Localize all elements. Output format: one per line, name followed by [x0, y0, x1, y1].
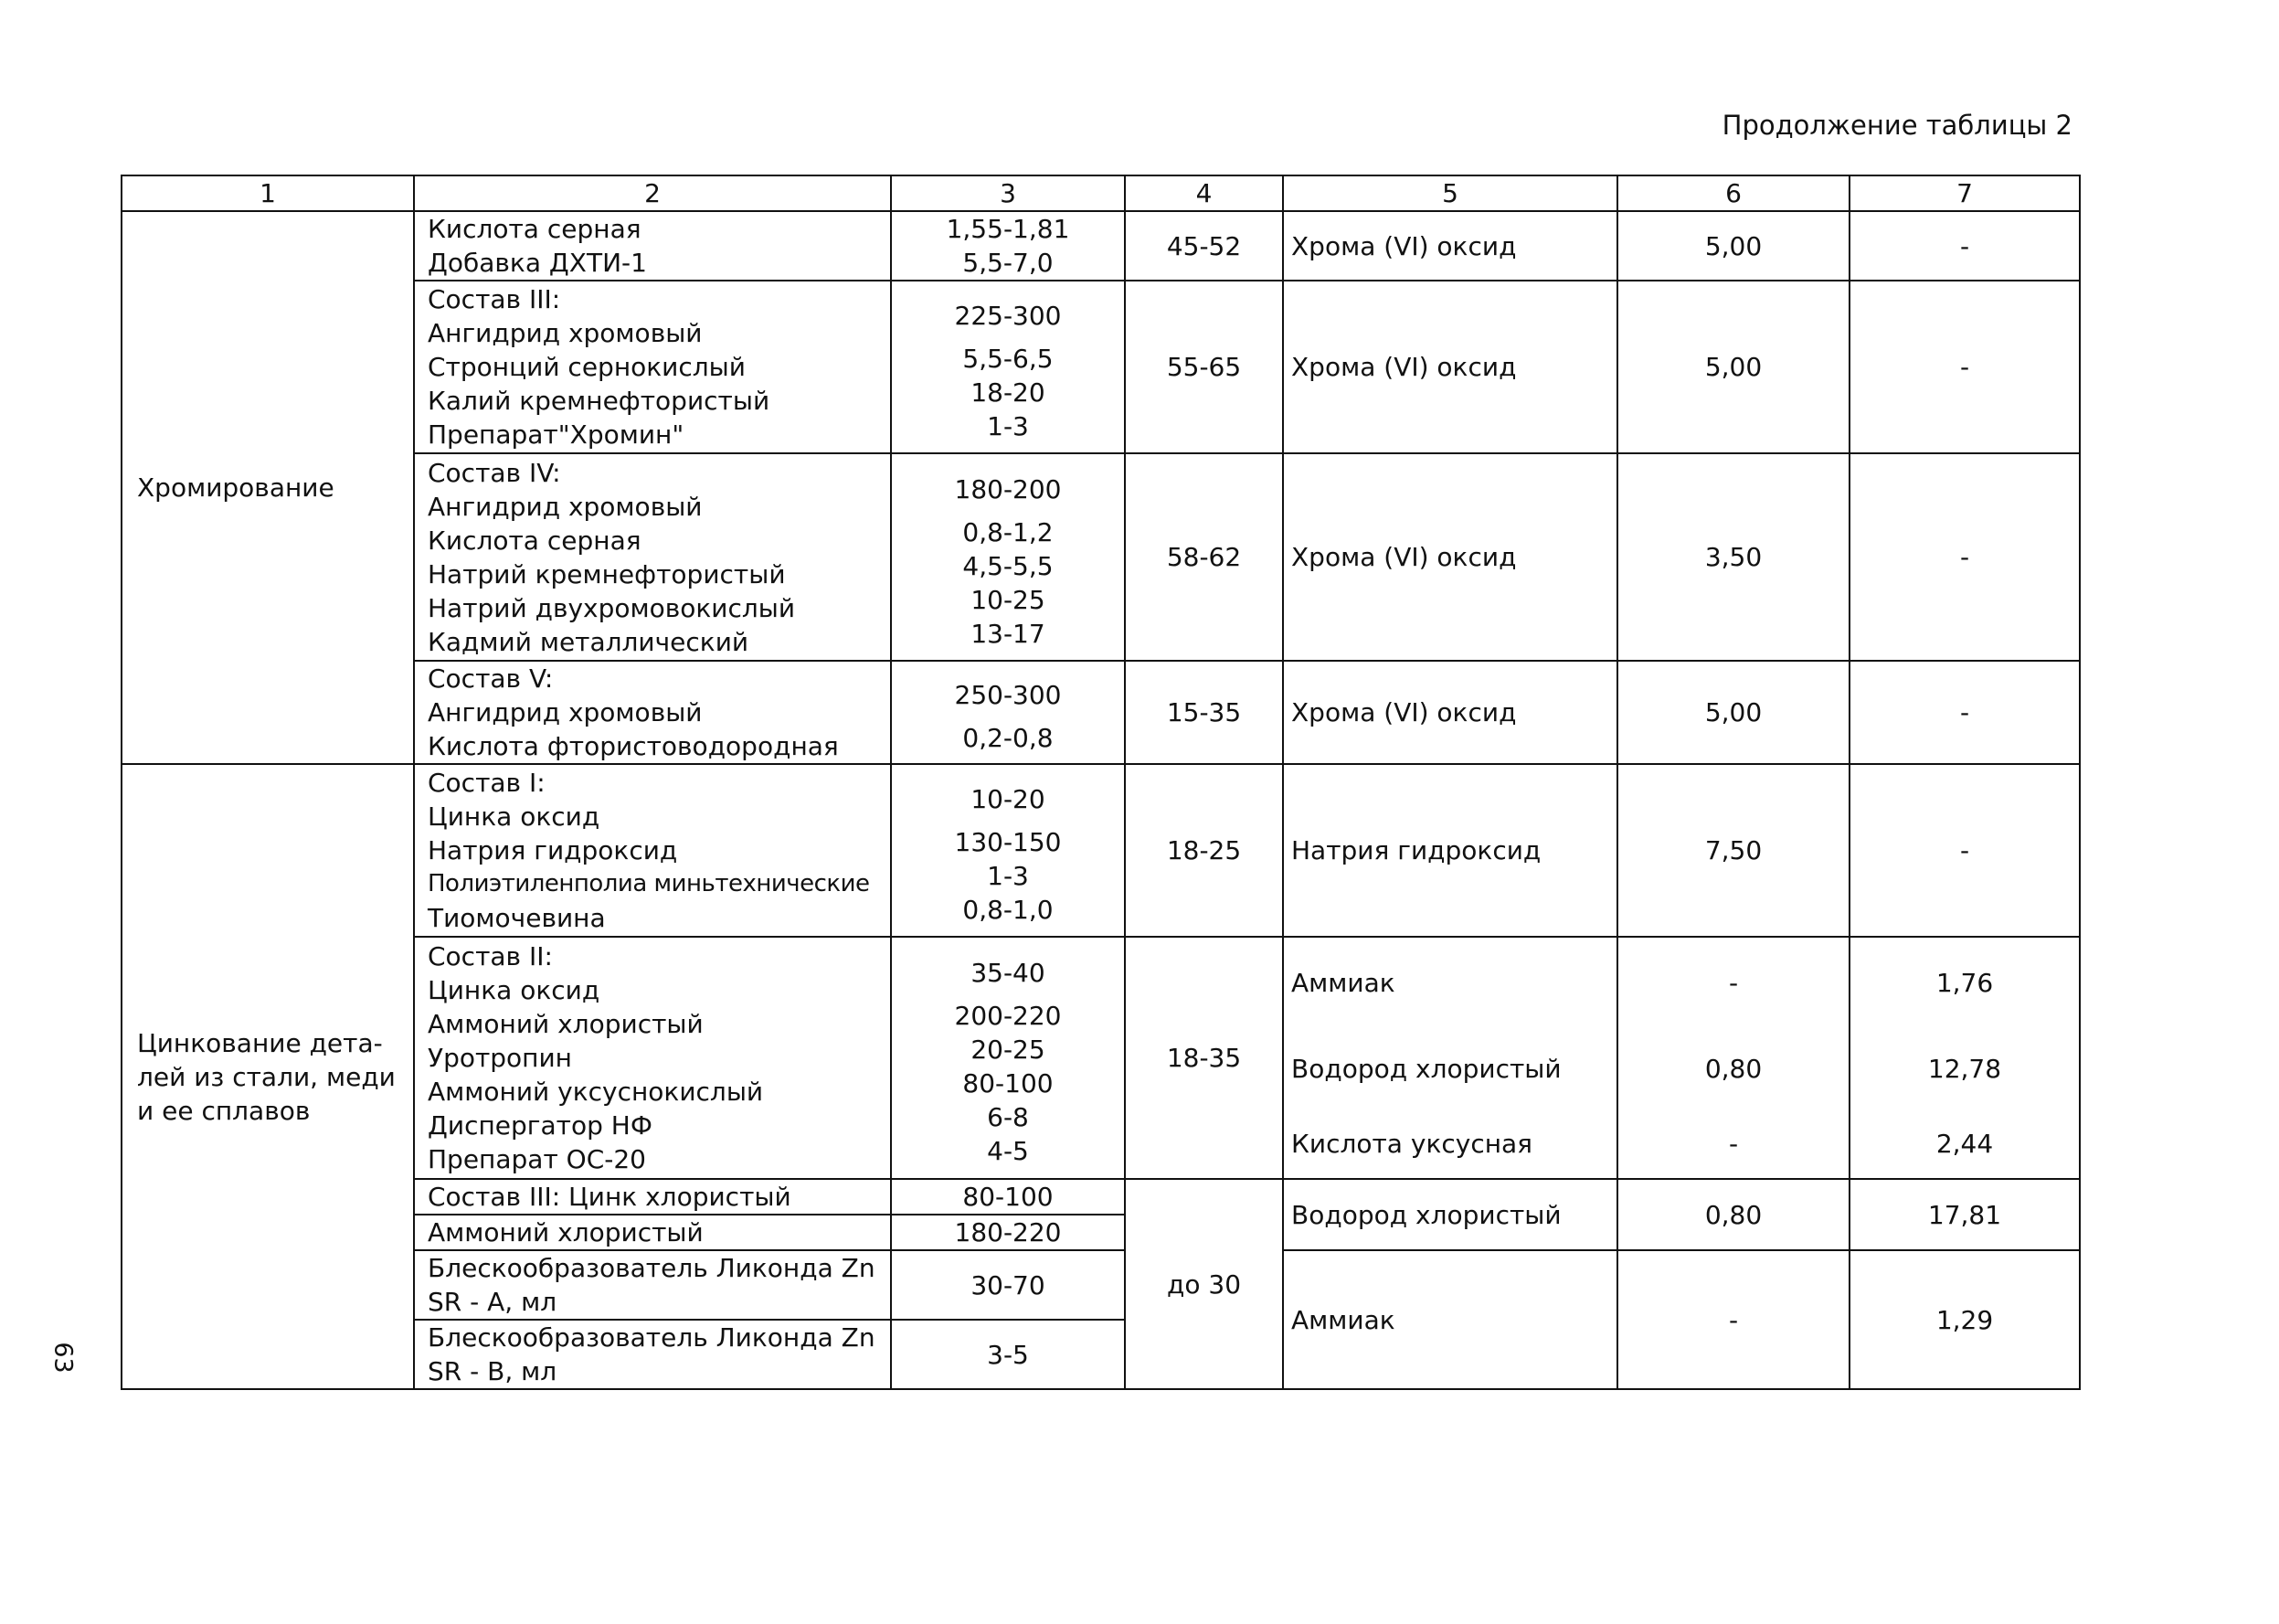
process-zinc-plating: [122, 764, 414, 1389]
component-name: Кадмий металлический: [428, 626, 749, 657]
table-row: [122, 1250, 2080, 1320]
col-header: 2: [414, 175, 891, 211]
emission-value: 2,44: [1935, 1128, 1994, 1159]
concentration-value: 5,5-6,5: [962, 344, 1054, 374]
value-col7: 17,81: [1850, 1179, 2080, 1250]
emission-value: -: [1728, 967, 1739, 998]
temperature-cell: 55-65: [1125, 281, 1283, 453]
concentration-value: 1,55-1,81: [946, 214, 1070, 244]
table-row: [122, 661, 2080, 764]
composition-title: Состав II:: [428, 941, 553, 971]
process-chroming: [122, 211, 414, 764]
composition-cell: [414, 661, 891, 764]
temperature-cell: 15-35: [1125, 661, 1283, 764]
value-col7: -: [1850, 281, 2080, 453]
component-name: Полиэтиленполиа миньтехнические: [428, 870, 870, 897]
emission-substance: Кислота уксусная: [1291, 1128, 1533, 1159]
composition-cell: [414, 281, 891, 453]
table-row: [122, 764, 2080, 937]
concentration-value: 20-25: [970, 1035, 1045, 1065]
composition-cell: Аммоний хлористый: [414, 1215, 891, 1250]
concentration-cell: 180-220: [891, 1215, 1125, 1250]
table-row: [122, 211, 2080, 281]
substance-cell: Водород хлористый: [1283, 1179, 1617, 1250]
concentration-value: 10-25: [970, 584, 1045, 615]
concentration-value: 18-20: [970, 377, 1045, 408]
col-header: 5: [1283, 175, 1617, 211]
composition-cell: Блескообразователь Ликонда Zn SR - B, мл: [414, 1320, 891, 1389]
component-name: Калий кремнефтористый: [428, 386, 770, 416]
concentration-value: 35-40: [970, 958, 1045, 988]
value-col6: 5,00: [1617, 661, 1850, 764]
composition-cell: [414, 211, 891, 281]
concentration-value: 250-300: [954, 680, 1062, 710]
composition-title: Состав IV:: [428, 457, 561, 488]
component-name: Диспергатор НФ: [428, 1110, 652, 1141]
concentration-value: 1-3: [987, 411, 1029, 441]
page-number: 63: [48, 1342, 78, 1374]
component-name: Добавка ДХТИ-1: [428, 248, 647, 278]
concentration-value: 4,5-5,5: [962, 550, 1054, 581]
process-label: Хромирование: [137, 472, 334, 503]
component-name: Аммоний хлористый: [428, 1009, 704, 1039]
substance-cell: Натрия гидроксид: [1283, 764, 1617, 937]
value-col7: -: [1850, 764, 2080, 937]
data-table: [121, 175, 2081, 1390]
concentration-cell: [891, 937, 1125, 1179]
concentration-cell: 30-70: [891, 1250, 1125, 1320]
component-name: Цинка оксид: [428, 975, 600, 1005]
concentration-value: 130-150: [954, 827, 1062, 857]
value-col6: 5,00: [1617, 281, 1850, 453]
component-name: Кислота серная: [428, 214, 641, 244]
component-name: Препарат ОС-20: [428, 1144, 646, 1174]
substance-cell: Хрома (VI) оксид: [1283, 211, 1617, 281]
composition-cell: [414, 937, 891, 1179]
emission-value: 1,76: [1935, 967, 1994, 998]
component-name: Тиомочевина: [428, 903, 606, 933]
temperature-cell: 45-52: [1125, 211, 1283, 281]
value-col6: 7,50: [1617, 764, 1850, 937]
concentration-value: 180-200: [954, 473, 1062, 504]
composition-cell: Состав III: Цинк хлористый: [414, 1179, 891, 1215]
table-row: [122, 281, 2080, 453]
temperature-cell: 18-25: [1125, 764, 1283, 937]
concentration-value: 200-220: [954, 1001, 1062, 1031]
component-name: Кислота фтористоводородная: [428, 731, 839, 761]
table-row: [122, 1179, 2080, 1215]
process-label: и ее сплавов: [137, 1095, 311, 1126]
value-col7: 1,29: [1850, 1250, 2080, 1389]
concentration-value: 80-100: [962, 1068, 1054, 1099]
emission-value: 12,78: [1927, 1053, 2002, 1084]
component-name: Ангидрид хромовый: [428, 697, 703, 727]
substance-cell: Хрома (VI) оксид: [1283, 281, 1617, 453]
value-col6: 0,80: [1617, 1179, 1850, 1250]
concentration-value: 0,8-1,2: [962, 516, 1054, 547]
concentration-value: 13-17: [970, 618, 1045, 649]
component-name: Кислота серная: [428, 525, 641, 556]
col-header: 1: [122, 175, 414, 211]
temperature-cell: 18-35: [1125, 937, 1283, 1179]
col-header: 6: [1617, 175, 1850, 211]
concentration-value: 1-3: [987, 861, 1029, 891]
concentration-value: 0,2-0,8: [962, 723, 1054, 753]
value-col7: [1850, 937, 2080, 1179]
emission-value: -: [1728, 1128, 1739, 1159]
table-row: [122, 453, 2080, 661]
component-name: Стронций сернокислый: [428, 352, 746, 382]
emission-value: 0,80: [1704, 1053, 1763, 1084]
substance-cell: Аммиак: [1283, 1250, 1617, 1389]
component-name: Натрий двухромовокислый: [428, 592, 796, 623]
component-name: Натрий кремнефтористый: [428, 558, 786, 589]
value-col7: -: [1850, 661, 2080, 764]
substance-cell: [1283, 937, 1617, 1179]
concentration-cell: 80-100: [891, 1179, 1125, 1215]
col-header: 7: [1850, 175, 2080, 211]
value-col6: [1617, 937, 1850, 1179]
concentration-cell: [891, 453, 1125, 661]
component-name: Ангидрид хромовый: [428, 318, 703, 348]
value-col6: 3,50: [1617, 453, 1850, 661]
composition-title: Состав V:: [428, 663, 554, 694]
concentration-cell: 3-5: [891, 1320, 1125, 1389]
concentration-value: 225-300: [954, 301, 1062, 331]
concentration-value: 6-8: [987, 1102, 1029, 1132]
substance-cell: Хрома (VI) оксид: [1283, 661, 1617, 764]
component-name: Препарат"Хромин": [428, 419, 684, 450]
composition-title: Состав I:: [428, 768, 546, 798]
header-row: [122, 175, 2080, 211]
emission-substance: Аммиак: [1291, 967, 1395, 998]
concentration-value: 10-20: [970, 784, 1045, 814]
concentration-value: 5,5-7,0: [962, 248, 1054, 278]
component-name: Уротропин: [428, 1043, 572, 1073]
concentration-cell: [891, 661, 1125, 764]
temperature-cell: 58-62: [1125, 453, 1283, 661]
composition-title: Состав III:: [428, 284, 561, 314]
process-label: лей из стали, меди: [137, 1061, 396, 1092]
temperature-cell: до 30: [1125, 1179, 1283, 1389]
component-name: Ангидрид хромовый: [428, 491, 703, 522]
composition-cell: [414, 453, 891, 661]
component-name: Аммоний уксуснокислый: [428, 1077, 764, 1107]
composition-cell: Блескообразователь Ликонда Zn SR - A, мл: [414, 1250, 891, 1320]
process-label: Цинкование дета-: [137, 1027, 383, 1058]
table-caption: Продолжение таблицы 2: [1722, 110, 2072, 141]
concentration-value: 0,8-1,0: [962, 895, 1054, 925]
value-col7: -: [1850, 453, 2080, 661]
concentration-cell: [891, 281, 1125, 453]
col-header: 4: [1125, 175, 1283, 211]
table-row: [122, 937, 2080, 1179]
concentration-cell: [891, 211, 1125, 281]
value-col7: -: [1850, 211, 2080, 281]
col-header: 3: [891, 175, 1125, 211]
composition-cell: [414, 764, 891, 937]
concentration-value: 4-5: [987, 1136, 1029, 1166]
value-col6: 5,00: [1617, 211, 1850, 281]
emission-substance: Водород хлористый: [1291, 1053, 1562, 1084]
value-col6: -: [1617, 1250, 1850, 1389]
substance-cell: Хрома (VI) оксид: [1283, 453, 1617, 661]
component-name: Цинка оксид: [428, 801, 600, 832]
component-name: Натрия гидроксид: [428, 835, 678, 865]
concentration-cell: [891, 764, 1125, 937]
